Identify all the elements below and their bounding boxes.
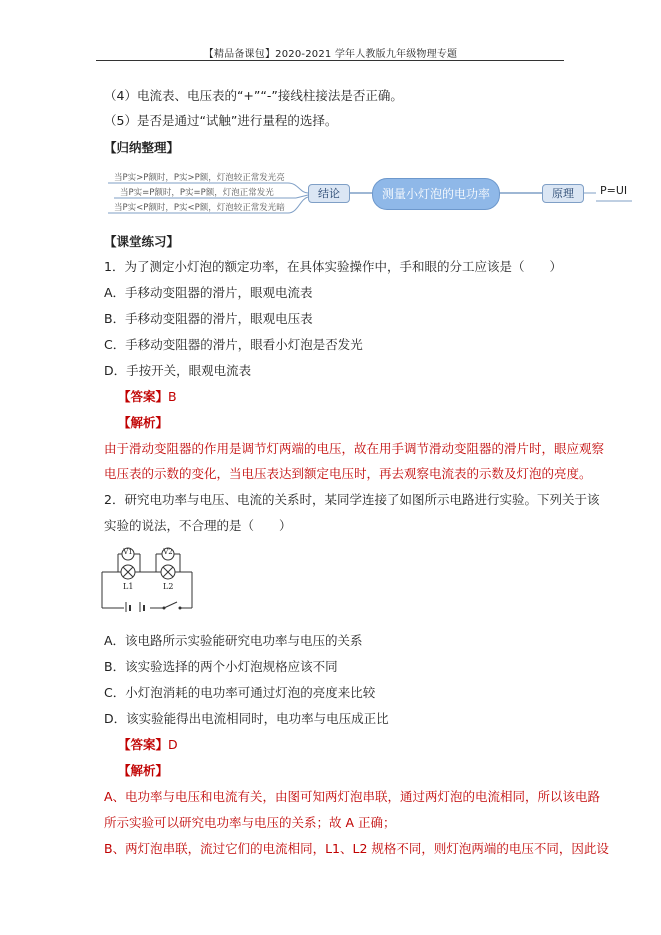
q2-stem-line-2: 实验的说法，不合理的是（ ）	[104, 518, 292, 533]
q2-answer-value: D	[168, 737, 178, 752]
voltmeter-2-label: V2	[163, 548, 173, 556]
q1-option-c: C．手移动变阻器的滑片，眼看小灯泡是否发光	[104, 337, 363, 352]
formula-node: P=UI	[600, 184, 628, 197]
mind-map	[100, 165, 640, 215]
q2-analysis-label: 【解析】	[118, 763, 169, 778]
circuit-wiring	[100, 542, 196, 612]
lamp-2-label: L2	[163, 582, 174, 591]
q1-answer-label: 【答案】	[118, 389, 169, 404]
q1-analysis-line-2: 电压表的示数的变化，当电压表达到额定电压时，再去观察电流表的示数及灯泡的亮度。	[104, 466, 592, 481]
q2-option-a: A．该电路所示实验能研究电功率与电压的关系	[104, 633, 363, 648]
q2-option-c: C．小灯泡消耗的电功率可通过灯泡的亮度来比较	[104, 685, 376, 700]
q2-answer	[118, 737, 178, 753]
q1-option-b: B．手移动变阻器的滑片，眼观电压表	[104, 311, 313, 326]
q1-answer	[118, 389, 177, 405]
q1-answer-value: B	[168, 389, 177, 404]
voltmeter-1-label: V1	[123, 548, 133, 556]
q1-option-d: D．手按开关，眼观电流表	[104, 363, 252, 378]
q2-answer-label: 【答案】	[118, 737, 169, 752]
lamp-1-label: L1	[123, 582, 134, 591]
summary-heading: 【归纳整理】	[104, 140, 180, 155]
circuit-diagram	[100, 542, 196, 612]
q2-analysis-line-3: B、两灯泡串联，流过它们的电流相同，L1、L2 规格不同，则灯泡两端的电压不同，因此设	[104, 841, 609, 856]
branch-less: 当P实<P额时，P实<P额，灯泡较正常发光暗	[114, 203, 285, 213]
q2-analysis-line-1: A、电功率与电压和电流有关，由图可知两灯泡串联，通过两灯泡的电流相同，所以该电路	[104, 789, 601, 804]
q1-analysis-line-1: 由于滑动变阻器的作用是调节灯两端的电压，故在用手调节滑动变阻器的滑片时，眼应观察	[104, 441, 605, 456]
q1-option-a: A．手移动变阻器的滑片，眼观电流表	[104, 285, 313, 300]
q2-option-d: D．该实验能得出电流相同时，电功率与电压成正比	[104, 711, 389, 726]
q1-stem: 1．为了测定小灯泡的额定功率，在具体实验操作中，手和眼的分工应该是（ ）	[104, 259, 562, 274]
center-node: 测量小灯泡的电功率	[372, 178, 500, 210]
intro-item-4: （4）电流表、电压表的“+”“-”接线柱接法是否正确。	[104, 88, 403, 103]
q1-analysis-label: 【解析】	[118, 415, 169, 430]
conclusion-node: 结论	[308, 184, 350, 203]
branch-greater: 当P实>P额时，P实>P额，灯泡较正常发光亮	[114, 173, 285, 183]
practice-heading: 【课堂练习】	[104, 234, 180, 249]
q2-option-b: B．该实验选择的两个小灯泡规格应该不同	[104, 659, 338, 674]
page-header: 【精品备课包】2020-2021 学年人教版九年级物理专题	[203, 49, 458, 60]
q2-analysis-line-2: 所示实验可以研究电功率与电压的关系；故 A 正确；	[104, 815, 396, 830]
header-divider	[96, 60, 564, 61]
q2-stem-line-1: 2．研究电功率与电压、电流的关系时，某同学连接了如图所示电路进行实验。下列关于该	[104, 492, 600, 507]
principle-node: 原理	[542, 184, 584, 203]
branch-equal: 当P实=P额时，P实=P额，灯泡正常发光	[120, 188, 274, 198]
intro-item-5: （5）是否是通过“试触”进行量程的选择。	[104, 113, 338, 128]
